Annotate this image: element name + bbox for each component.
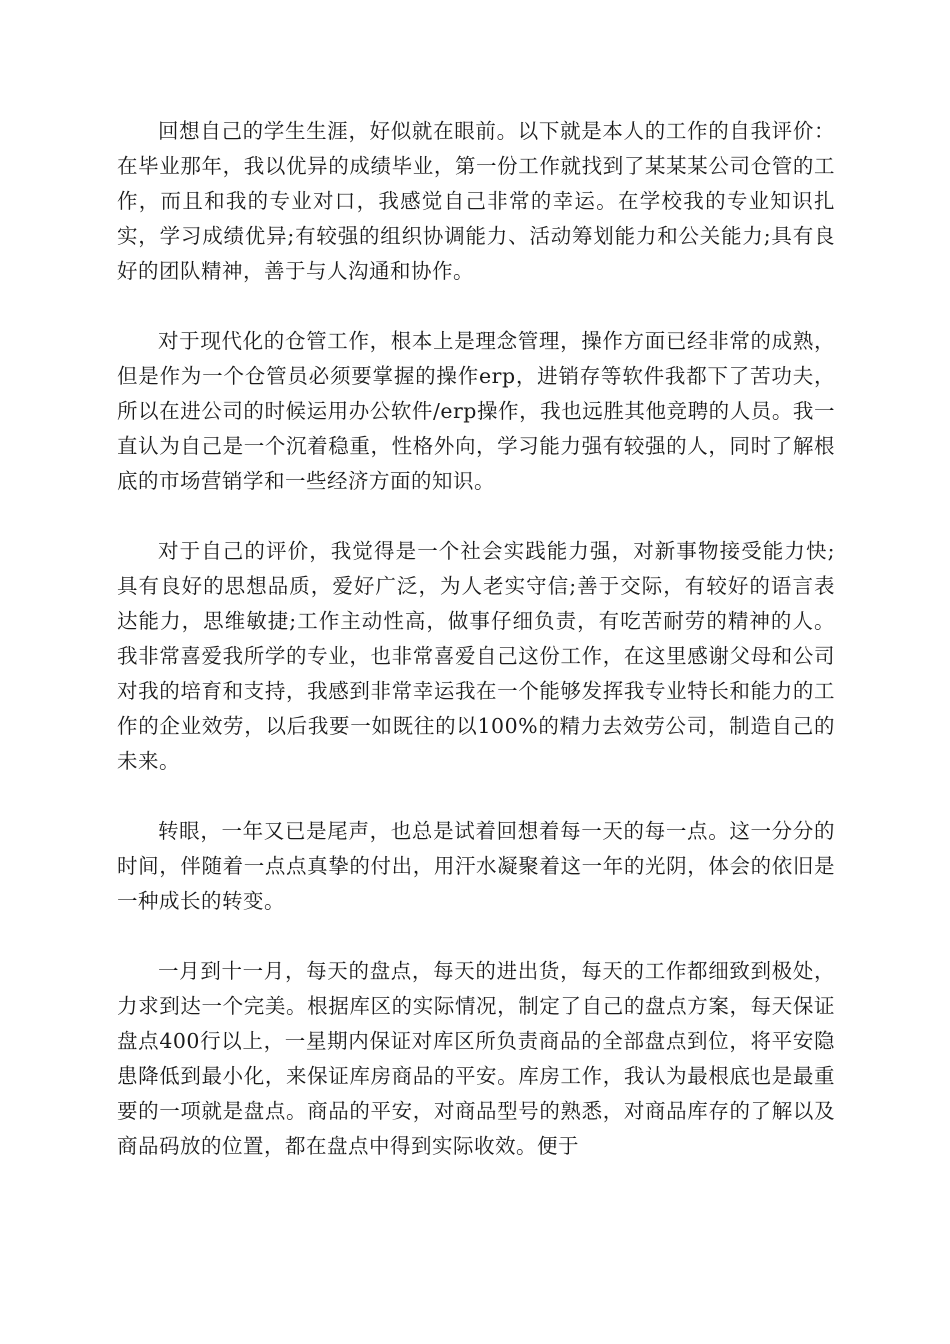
paragraph-5: 一月到十一月，每天的盘点，每天的进出货，每天的工作都细致到极处，力求到达一个完美。根据库区的实际情况，制定了自己的盘点方案，每天保证盘点400行以上，一星期内保证对库区所负责商品的全部盘点到位，将平安隐患降低到最小化，来保证库房商品的平安。库房工作，我认为最根底也是最重要的一项就是盘点。商品的平安，对商品型号的熟悉，对商品库存的了解以及商品码放的位置，都在盘点中得到实际收效。便于 <box>117 959 835 1158</box>
paragraph-2: 对于现代化的仓管工作，根本上是理念管理，操作方面已经非常的成熟，但是作为一个仓管员必须要掌握的操作erp，进销存等软件我都下了苦功夫，所以在进公司的时候运用办公软件/erp操作，我也远胜其他竞聘的人员。我一直认为自己是一个沉着稳重，性格外向，学习能力强有较强的人，同时了解根底的市场营销学和一些经济方面的知识。 <box>117 329 835 493</box>
paragraph-3: 对于自己的评价，我觉得是一个社会实践能力强，对新事物接受能力快;具有良好的思想品质，爱好广泛，为人老实守信;善于交际，有较好的语言表达能力，思维敏捷;工作主动性高，做事仔细负责，有吃苦耐劳的精神的人。我非常喜爱我所学的专业，也非常喜爱自己这份工作，在这里感谢父母和公司对我的培育和支持，我感到非常幸运我在一个能够发挥我专业特长和能力的工作的企业效劳，以后我要一如既往的以100%的精力去效劳公司，制造自己的未来。 <box>117 539 835 773</box>
document-body <box>117 114 835 1199</box>
paragraph-4: 转眼，一年又已是尾声，也总是试着回想着每一天的每一点。这一分分的时间，伴随着一点点真挚的付出，用汗水凝聚着这一年的光阴，体会的依旧是一种成长的转变。 <box>117 819 835 913</box>
paragraph-1: 回想自己的学生生涯，好似就在眼前。以下就是本人的工作的自我评价：在毕业那年，我以优异的成绩毕业，第一份工作就找到了某某某公司仓管的工作，而且和我的专业对口，我感觉自己非常的幸运。在学校我的专业知识扎实，学习成绩优异;有较强的组织协调能力、活动筹划能力和公关能力;具有良好的团队精神，善于与人沟通和协作。 <box>117 119 835 283</box>
